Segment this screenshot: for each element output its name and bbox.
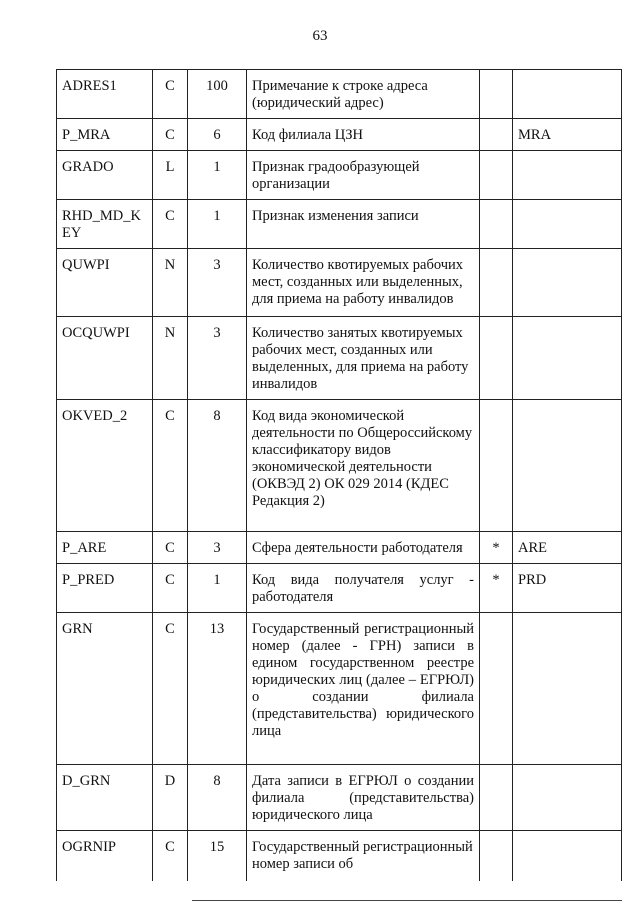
- field-type: C: [153, 564, 188, 613]
- field-name: OGRNIP: [57, 831, 153, 881]
- field-type: C: [153, 613, 188, 765]
- field-type: C: [153, 831, 188, 881]
- table-row: [57, 151, 622, 200]
- field-type: C: [153, 70, 188, 119]
- field-length: 15: [188, 831, 247, 881]
- field-reference: [513, 831, 622, 881]
- field-length: 1: [188, 151, 247, 200]
- field-flag: [480, 400, 513, 532]
- field-table: [56, 69, 622, 881]
- field-reference: [513, 70, 622, 119]
- field-type: C: [153, 532, 188, 564]
- field-length: 6: [188, 119, 247, 151]
- field-name: RHD_MD_KEY: [57, 200, 153, 249]
- field-reference: [513, 765, 622, 831]
- table-row: [57, 400, 622, 532]
- field-length: 8: [188, 400, 247, 532]
- field-flag: [480, 151, 513, 200]
- field-description: Сфера деятельности работодателя: [247, 532, 480, 564]
- field-length: 3: [188, 249, 247, 317]
- field-type: N: [153, 249, 188, 317]
- field-reference: [513, 317, 622, 400]
- field-reference: [513, 400, 622, 532]
- field-type: D: [153, 765, 188, 831]
- field-flag: [480, 613, 513, 765]
- field-description: Государственный регистрационный номер (далее - ГРН) записи в едином государственном реестре юридических лиц (далее – ЕГРЮЛ) о создании филиала (представительства) юридического лица: [247, 613, 480, 765]
- field-name: OCQUWPI: [57, 317, 153, 400]
- field-reference: ARE: [513, 532, 622, 564]
- field-name: D_GRN: [57, 765, 153, 831]
- field-flag: [480, 831, 513, 881]
- field-description: Код вида получателя услуг - работодателя: [247, 564, 480, 613]
- field-length: 13: [188, 613, 247, 765]
- field-description: Дата записи в ЕГРЮЛ о создании филиала (представительства) юридического лица: [247, 765, 480, 831]
- field-description: Примечание к строке адреса (юридический адрес): [247, 70, 480, 119]
- field-type: C: [153, 400, 188, 532]
- field-length: 1: [188, 564, 247, 613]
- table-row: [57, 200, 622, 249]
- field-name: P_ARE: [57, 532, 153, 564]
- field-length: 100: [188, 70, 247, 119]
- table-row: [57, 613, 622, 765]
- field-name: P_PRED: [57, 564, 153, 613]
- field-length: 8: [188, 765, 247, 831]
- field-flag: [480, 200, 513, 249]
- field-name: GRN: [57, 613, 153, 765]
- field-name: OKVED_2: [57, 400, 153, 532]
- field-description: Код вида экономической деятельности по Общероссийскому классификатору видов экономической деятельности (ОКВЭД 2) ОК 029 2014 (КДЕС Редакция 2): [247, 400, 480, 532]
- field-name: QUWPI: [57, 249, 153, 317]
- field-reference: [513, 151, 622, 200]
- field-type: C: [153, 119, 188, 151]
- field-reference: PRD: [513, 564, 622, 613]
- field-name: ADRES1: [57, 70, 153, 119]
- field-length: 1: [188, 200, 247, 249]
- field-reference: [513, 613, 622, 765]
- field-reference: [513, 249, 622, 317]
- field-description: Государственный регистрационный номер записи об: [247, 831, 480, 881]
- field-type: N: [153, 317, 188, 400]
- table-row: [57, 119, 622, 151]
- field-description: Количество квотируемых рабочих мест, созданных или выделенных, для приема на работу инвалидов: [247, 249, 480, 317]
- field-name: GRADO: [57, 151, 153, 200]
- bottom-rule: [192, 900, 622, 901]
- table-row: [57, 249, 622, 317]
- page-number: 63: [312, 28, 328, 44]
- table-row: [57, 564, 622, 613]
- field-reference: [513, 200, 622, 249]
- field-flag: [480, 765, 513, 831]
- table-row: [57, 70, 622, 119]
- field-flag: *: [480, 564, 513, 613]
- table-row: [57, 317, 622, 400]
- field-name: P_MRA: [57, 119, 153, 151]
- field-flag: [480, 317, 513, 400]
- field-length: 3: [188, 317, 247, 400]
- field-description: Код филиала ЦЗН: [247, 119, 480, 151]
- field-type: C: [153, 200, 188, 249]
- field-description: Признак градообразующей организации: [247, 151, 480, 200]
- field-description: Количество занятых квотируемых рабочих мест, созданных или выделенных, для приема на работу инвалидов: [247, 317, 480, 400]
- field-flag: *: [480, 532, 513, 564]
- field-reference: MRA: [513, 119, 622, 151]
- table-row: [57, 831, 622, 881]
- field-flag: [480, 119, 513, 151]
- field-flag: [480, 249, 513, 317]
- table-row: [57, 532, 622, 564]
- table-row: [57, 765, 622, 831]
- field-length: 3: [188, 532, 247, 564]
- field-type: L: [153, 151, 188, 200]
- field-flag: [480, 70, 513, 119]
- field-description: Признак изменения записи: [247, 200, 480, 249]
